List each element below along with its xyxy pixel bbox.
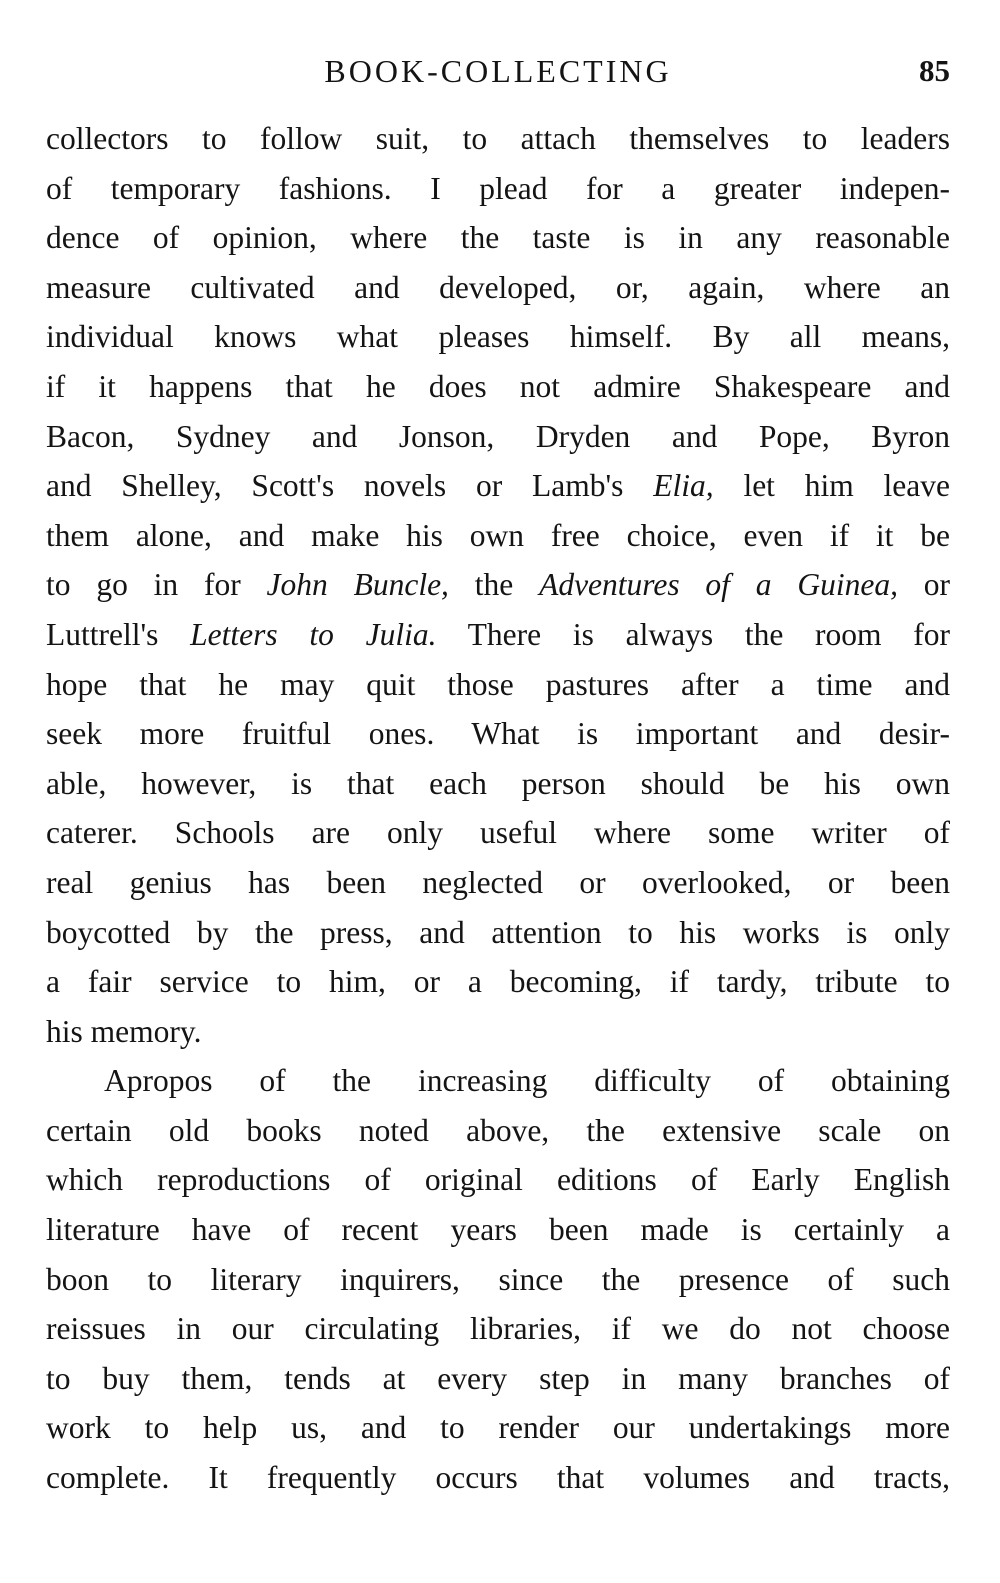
text-line xyxy=(46,610,950,660)
italic-title: Letters to Julia. xyxy=(190,616,437,652)
text-segment: the xyxy=(448,567,514,603)
text-line: a fair service to him, or a becoming, if tardy, tribute to xyxy=(46,964,950,1000)
text-line: boon to literary inquirers, since the presence of such xyxy=(46,1261,950,1297)
text-line: literature have of recent years been made is certainly a xyxy=(46,1212,950,1248)
text-line: Bacon, Sydney and Jonson, Dryden and Pope, Byron xyxy=(46,418,950,454)
text-line: reissues in our circulating libraries, if we do not choose xyxy=(46,1311,950,1347)
text-segment: There is always the room for xyxy=(436,616,950,652)
italic-title: John Buncle, xyxy=(266,567,449,603)
text-line: of temporary fashions. I plead for a greater indepen- xyxy=(46,170,950,206)
text-line: his memory. xyxy=(46,1013,202,1049)
italic-title: Adventures of a Guinea, xyxy=(539,567,898,603)
text-line xyxy=(46,461,950,511)
text-line: measure cultivated and developed, or, again, where an xyxy=(46,269,950,305)
running-title: BOOK-COLLECTING xyxy=(324,53,672,89)
italic-title: Elia, xyxy=(653,468,714,504)
running-head xyxy=(46,50,950,92)
text-segment: Luttrell's xyxy=(46,616,159,652)
text-segment: to go in for xyxy=(46,567,241,603)
text-segment: and Shelley, Scott's novels or Lamb's xyxy=(46,468,624,504)
text-line: seek more fruitful ones. What is important and desir- xyxy=(46,716,950,752)
page-number: 85 xyxy=(919,53,950,88)
text-line: caterer. Schools are only useful where some writer of xyxy=(46,815,950,851)
text-line: real genius has been neglected or overlooked, or been xyxy=(46,864,950,900)
text-segment: let him leave xyxy=(713,468,950,504)
text-line: to buy them, tends at every step in many branches of xyxy=(46,1360,950,1396)
text-line: complete. It frequently occurs that volumes and tracts, xyxy=(46,1460,950,1496)
text-line: hope that he may quit those pastures after a time and xyxy=(46,666,950,702)
text-line: dence of opinion, where the taste is in any reasonable xyxy=(46,220,950,256)
body-text xyxy=(46,114,950,1503)
text-line: collectors to follow suit, to attach themselves to leaders xyxy=(46,121,950,156)
text-line: able, however, is that each person should be his own xyxy=(46,765,950,801)
paragraph-first-line: Apropos of the increasing difficulty of obtaining xyxy=(104,1063,950,1099)
text-line: certain old books noted above, the extensive scale on xyxy=(46,1112,950,1148)
text-line: individual knows what pleases himself. By all means, xyxy=(46,319,950,355)
text-line: work to help us, and to render our undertakings more xyxy=(46,1410,950,1446)
text-line: boycotted by the press, and attention to his works is only xyxy=(46,914,950,950)
text-line: if it happens that he does not admire Shakespeare and xyxy=(46,368,950,404)
text-line: them alone, and make his own free choice, even if it be xyxy=(46,517,950,553)
text-line xyxy=(46,560,950,610)
text-segment: or xyxy=(897,567,951,603)
text-line: which reproductions of original editions of Early English xyxy=(46,1162,950,1198)
